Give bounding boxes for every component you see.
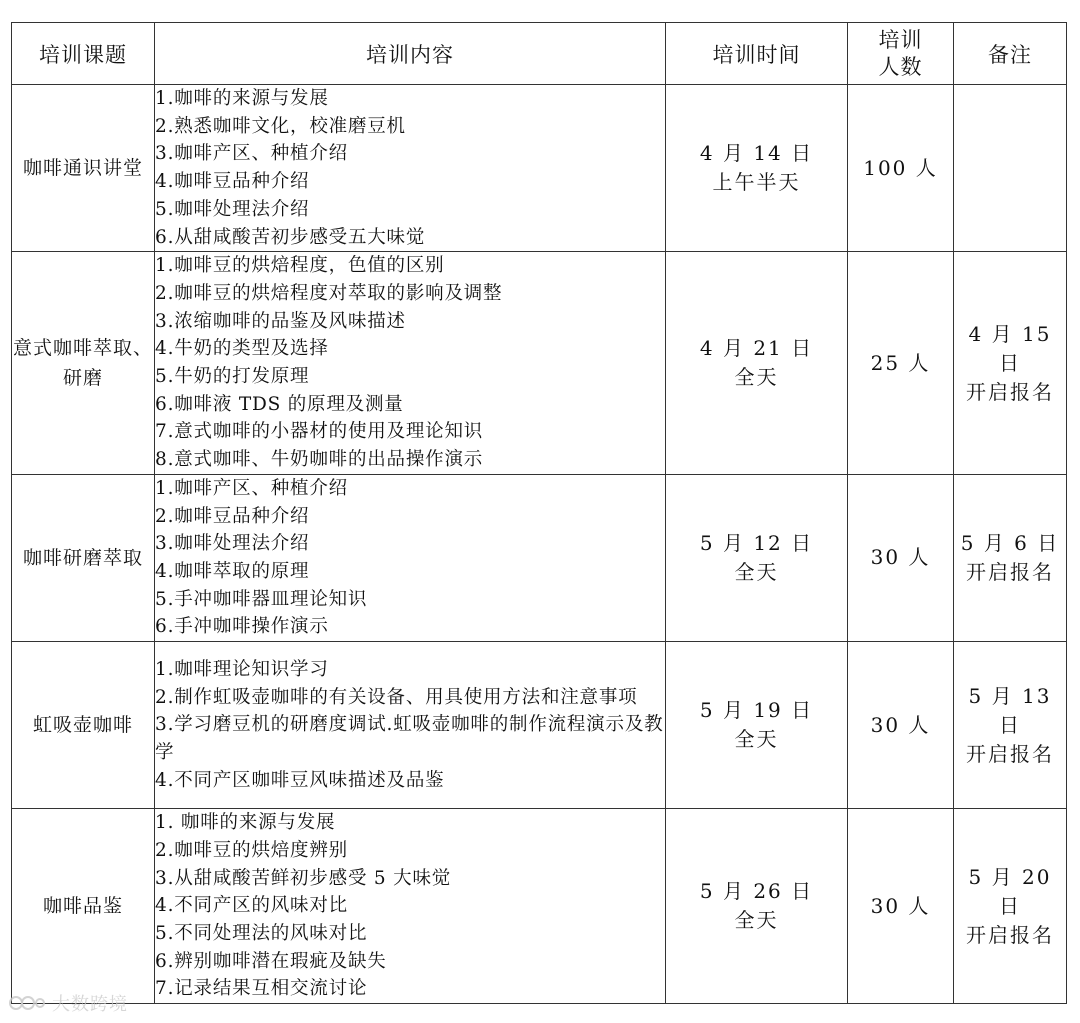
time-cell [666, 85, 848, 252]
time-duration: 全天 [734, 727, 779, 752]
topic-cell: 意式咖啡萃取、研磨 [12, 252, 155, 475]
time-cell [666, 252, 848, 475]
time-duration: 全天 [734, 559, 779, 584]
content-item: 4.不同产区的风味对比 [155, 895, 348, 917]
content-item: 1.咖啡豆的烘焙程度，色值的区别 [155, 255, 445, 277]
count-cell: 100 人 [848, 85, 954, 252]
time-cell [666, 809, 848, 1004]
content-cell [155, 474, 666, 641]
training-schedule-table [11, 22, 1067, 1004]
note-cell [954, 474, 1067, 641]
content-item: 6.手冲咖啡操作演示 [155, 616, 329, 638]
content-item: 2.熟悉咖啡文化，校准磨豆机 [155, 115, 406, 137]
content-item: 8.意式咖啡、牛奶咖啡的出品操作演示 [155, 449, 484, 471]
content-item: 1. 咖啡的来源与发展 [155, 812, 336, 834]
table-row [12, 85, 1067, 252]
content-item: 7.意式咖啡的小器材的使用及理论知识 [155, 421, 484, 443]
topic-cell: 虹吸壶咖啡 [12, 642, 155, 809]
note-date: 5 月 13 日 [968, 683, 1052, 737]
topic-cell: 咖啡研磨萃取 [12, 474, 155, 641]
header-row [12, 23, 1067, 85]
content-item: 5.咖啡处理法介绍 [155, 198, 310, 220]
header-count-line1: 培训 [878, 27, 923, 52]
note-date: 5 月 6 日 [960, 530, 1060, 555]
note-text: 开启报名 [966, 741, 1054, 766]
content-item: 3.从甜咸酸苦鲜初步感受 5 大味觉 [155, 867, 452, 889]
note-cell [954, 809, 1067, 1004]
content-item: 1.咖啡理论知识学习 [155, 658, 329, 680]
note-text: 开启报名 [966, 922, 1054, 947]
header-count-line2: 人数 [878, 54, 923, 79]
table-row [12, 252, 1067, 475]
note-date: 5 月 20 日 [968, 864, 1052, 918]
time-date: 5 月 26 日 [699, 879, 814, 904]
note-cell [954, 642, 1067, 809]
content-item: 2.咖啡豆的烘焙度辨别 [155, 839, 348, 861]
content-item: 5.手冲咖啡器皿理论知识 [155, 588, 368, 610]
content-list [155, 809, 665, 1003]
content-cell [155, 809, 666, 1004]
header-time: 培训时间 [666, 23, 848, 85]
time-cell [666, 474, 848, 641]
content-item: 2.咖啡豆品种介绍 [155, 505, 310, 527]
count-cell: 30 人 [848, 642, 954, 809]
content-item: 7.记录结果互相交流讨论 [155, 978, 368, 1000]
content-item: 3.学习磨豆机的研磨度调试.虹吸壶咖啡的制作流程演示及教学 [155, 714, 664, 763]
time-duration: 上午半天 [712, 170, 801, 195]
content-list [155, 252, 665, 474]
content-item: 5.牛奶的打发原理 [155, 366, 310, 388]
content-item: 2.咖啡豆的烘焙程度对萃取的影响及调整 [155, 282, 503, 304]
content-item: 4.牛奶的类型及选择 [155, 338, 329, 360]
dashu-logo-icon [8, 994, 46, 1012]
count-cell: 25 人 [848, 252, 954, 475]
header-note: 备注 [954, 23, 1067, 85]
content-item: 4.咖啡豆品种介绍 [155, 171, 310, 193]
time-cell [666, 642, 848, 809]
content-item: 2.制作虹吸壶咖啡的有关设备、用具使用方法和注意事项 [155, 686, 638, 708]
time-date: 4 月 21 日 [699, 336, 814, 361]
header-topic: 培训课题 [12, 23, 155, 85]
content-item: 6.从甜咸酸苦初步感受五大味觉 [155, 226, 426, 248]
content-item: 3.咖啡产区、种植介绍 [155, 143, 348, 165]
note-cell [954, 252, 1067, 475]
time-date: 5 月 19 日 [699, 698, 814, 723]
content-item: 1.咖啡产区、种植介绍 [155, 477, 348, 499]
header-count [848, 23, 954, 85]
content-item: 3.浓缩咖啡的品鉴及风味描述 [155, 310, 406, 332]
table-row [12, 474, 1067, 641]
content-list [155, 475, 665, 641]
count-cell: 30 人 [848, 809, 954, 1004]
topic-cell: 咖啡品鉴 [12, 809, 155, 1004]
time-duration: 全天 [734, 908, 779, 933]
count-cell: 30 人 [848, 474, 954, 641]
content-cell [155, 642, 666, 809]
content-item: 6.咖啡液 TDS 的原理及测量 [155, 393, 404, 415]
table-row [12, 642, 1067, 809]
content-item: 1.咖啡的来源与发展 [155, 88, 329, 109]
content-cell [155, 85, 666, 252]
note-text: 开启报名 [966, 559, 1054, 584]
content-list [155, 656, 665, 795]
note-text: 开启报名 [966, 379, 1054, 404]
time-date: 5 月 12 日 [699, 530, 814, 555]
content-item: 4.咖啡萃取的原理 [155, 560, 310, 582]
content-cell [155, 252, 666, 475]
watermark-text: 大数跨境 [52, 994, 128, 1015]
topic-cell: 咖啡通识讲堂 [12, 85, 155, 252]
content-item: 4.不同产区咖啡豆风味描述及品鉴 [155, 769, 445, 791]
content-item: 6.辨别咖啡潜在瑕疵及缺失 [155, 950, 387, 972]
time-date: 4 月 14 日 [699, 141, 814, 166]
content-list [155, 85, 665, 251]
note-cell [954, 85, 1067, 252]
content-item: 5.不同处理法的风味对比 [155, 922, 368, 944]
header-content: 培训内容 [155, 23, 666, 85]
content-item: 3.咖啡处理法介绍 [155, 533, 310, 555]
note-date: 4 月 15 日 [968, 321, 1052, 375]
time-duration: 全天 [734, 365, 779, 390]
watermark [8, 990, 128, 1016]
table-row [12, 809, 1067, 1004]
